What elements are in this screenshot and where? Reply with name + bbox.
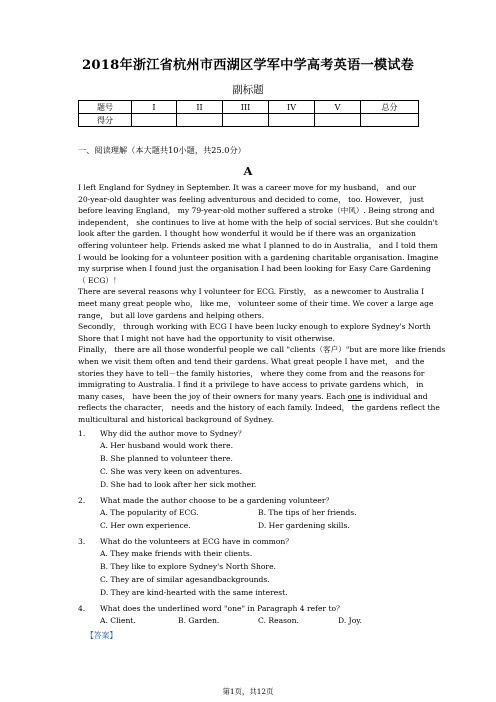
score-table-header: IV [269,101,315,114]
option-c: C. She was very keen on adventures. [100,467,243,476]
question-number: 2. [78,496,86,505]
option-d: D. They are kind-hearted with the same interest. [100,588,288,597]
page-subtitle: 副标题 [232,84,264,96]
passage-line: when we visit them often and tend their gardens. What great people I have met， and the [78,356,425,366]
option-b: B. Garden. [178,616,220,625]
passage-line: offering volunteer help. Friends asked me what I planned to do in Australia， and I told them [78,240,438,250]
option-c: C. Reason. [258,616,299,625]
question-4 [78,603,423,614]
option-a: A. They make friends with their clients. [100,549,253,558]
passage-line: my surprise when I found just the organisation I had been looking for Easy Care Gardening [78,264,431,274]
option-d: D. Her gardening skills. [258,521,350,530]
question-3 [78,536,423,547]
question-1 [78,428,423,439]
score-table-header: III [223,101,269,114]
score-table-header: I [132,101,177,114]
option-a: A. Her husband would work there. [100,441,234,450]
passage-line: meet many great people who， like me， volunteer some of their time. We cover a large age [78,298,434,308]
option-b: B. The tips of her friends. [258,508,357,517]
passage-body [78,182,446,425]
option-a: A. The popularity of ECG. [100,508,199,517]
page-footer: 第1页，共12页 [222,687,274,696]
question-stem: What made the author choose to be a gardening volunteer？ [100,496,334,505]
passage-line: Secondly， through working with ECG I have been lucky enough to explore Sydney's North [78,322,431,332]
score-cell [177,114,223,127]
score-cell [269,114,315,127]
score-cell [223,114,269,127]
passage-line: Shore that I might not have had the opportunity to visit otherwise. [78,333,335,343]
score-table [78,100,419,127]
passage-line: I would be looking for a volunteer position with a gardening charitable organisation. Imagine [78,252,439,262]
page-title: 2018年浙江省杭州市西湖区学军中学高考英语一模试卷 [81,58,415,73]
question-number: 4. [78,604,86,613]
question-stem: What does the underlined word "one" in Paragraph 4 refer to？ [100,604,344,613]
score-cell [361,114,419,127]
section-heading: 一、阅读理解（本大题共10小题，共25.0分） [78,145,246,155]
option-c: C. Her own experience. [100,521,191,530]
passage-line: stories they have to tell－the family histories， where they come from and the reasons for [78,368,425,378]
question-stem: What do the volunteers at ECG have in common？ [100,537,293,546]
score-table-header: 题号 [79,101,132,114]
score-cell [315,114,361,127]
score-row-label: 得分 [79,114,132,127]
option-c: C. They are of similar agesandbackgrounds. [100,575,270,584]
passage-line: （ ECG）！ [78,275,121,285]
passage-line: multicultural and historical background of Sydney. [78,414,274,424]
passage-letter: A [243,164,253,178]
passage-line: many cases， have been the joy of their owners for many years. Each one is individual and [78,391,428,401]
score-table-header: 总分 [361,101,419,114]
passage-line: range， but all love gardens and helping others. [78,310,265,320]
score-table-score-row [79,114,419,127]
question-number: 1. [78,429,86,438]
option-d: D. Joy. [338,616,362,625]
passage-line: There are several reasons why I volunteer for ECG. Firstly， as a newcomer to Australia I [78,287,425,297]
option-b: B. They like to explore Sydney's North Shore. [100,562,276,571]
question-2 [78,495,423,506]
score-cell [132,114,177,127]
score-table-header-row [79,101,419,114]
passage-line: Finally， there are all those wonderful people we call "clients（客户）"but are more like friends [78,345,446,355]
passage-line: look after the garden. I thought how wonderful it would be if there was an organization [78,229,416,239]
question-number: 3. [78,537,86,546]
passage-line: immigrating to Australia. I find it a privilege to have access to private gardens which， in [78,380,424,390]
option-b: B. She planned to volunteer there. [100,454,233,463]
passage-line: reflects the character， needs and the history of each family. Indeed， the gardens reflect the [78,403,440,413]
score-table-header: V [315,101,361,114]
option-a: A. Client. [100,616,136,625]
answer-label: 【答案】 [86,631,118,640]
passage-line: I left England for Sydney in September. It was a career move for my husband， and our [78,183,417,192]
passage-line: before leaving England， my 79-year-old mother suffered a stroke（中风）. Being strong and [78,206,435,216]
option-d: D. She had to look after her sick mother. [100,480,257,489]
score-table-header: II [177,101,223,114]
underlined-word: one [347,391,362,401]
passage-line: independent， she continues to live at home with the help of social services. But she couldn't [78,217,438,227]
question-stem: Why did the author move to Sydney？ [100,429,246,438]
passage-line: 20-year-old daughter was feeling adventurous and decided to come， too. However， just [78,194,424,204]
